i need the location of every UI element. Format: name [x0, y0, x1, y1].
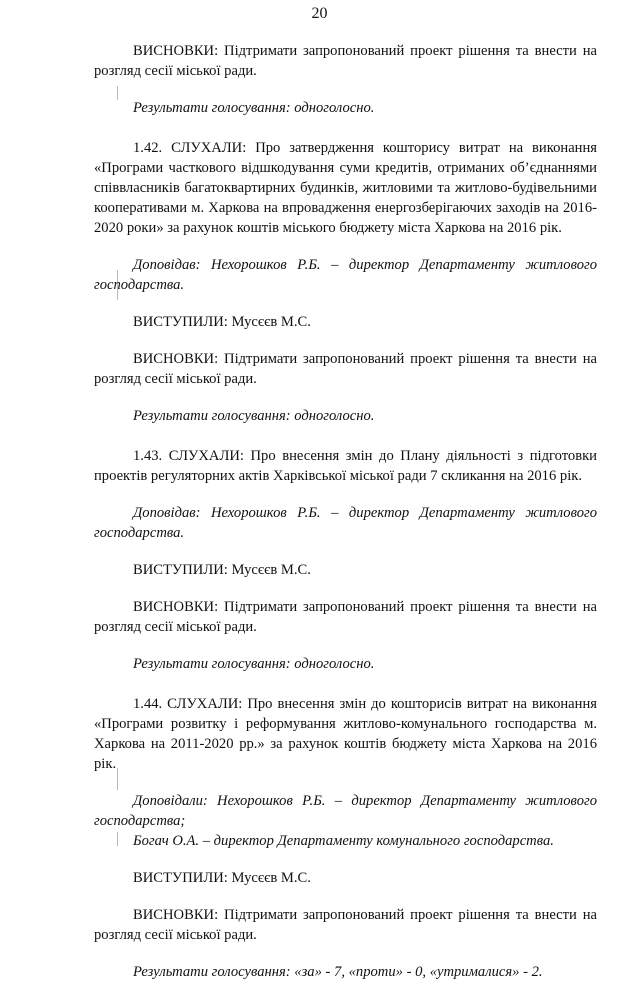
vote-result: Результати голосування: одноголосно.: [133, 408, 375, 424]
reporter-text: Доповідав: Нехорошков Р.Б. – директор Департаменту житлового господарства.: [94, 505, 597, 541]
conclusion-text: ВИСНОВКИ: Підтримати запропонований проект рішення та внести на розгляд сесії міської ради.: [94, 907, 597, 943]
spoke-text: ВИСТУПИЛИ: Мусєєв М.С.: [133, 314, 311, 330]
reporter-text-second: Богач О.А. – директор Департаменту комунального господарства.: [133, 833, 554, 849]
conclusion-text: ВИСНОВКИ: Підтримати запропонований проект рішення та внести на розгляд сесії міської ради.: [94, 599, 597, 635]
heard-item: 1.42. СЛУХАЛИ: Про затвердження кошторису витрат на виконання «Програми часткового відшкодування суми кредитів, отриманих об’єднаннями співвласників багатоквартирних будинків, житловими та житлово-будівельними кооперативами м. Харкова на впровадження енергозберігаючих заходів на 2016-2020 роки» за рахунок коштів міського бюджету міста Харкова на 2016 рік.: [94, 140, 597, 236]
vote-result: Результати голосування: одноголосно.: [133, 100, 375, 116]
spoke-text: ВИСТУПИЛИ: Мусєєв М.С.: [133, 562, 311, 578]
page-number: 20: [311, 5, 328, 22]
conclusion-text: ВИСНОВКИ: Підтримати запропонований проект рішення та внести на розгляд сесії міської ради.: [94, 351, 597, 387]
document-body: [94, 41, 597, 982]
heard-item: 1.44. СЛУХАЛИ: Про внесення змін до кошторисів витрат на виконання «Програми розвитку і реформування житлово-комунального господарства м. Харкова на 2011-2020 рр.» за рахунок коштів бюджету міста Харкова на 2016 рік.: [94, 696, 597, 772]
spoke-text: ВИСТУПИЛИ: Мусєєв М.С.: [133, 870, 311, 886]
reporter-text: Доповідали: Нехорошков Р.Б. – директор Департаменту житлового господарства;: [94, 793, 597, 829]
reporter-text: Доповідав: Нехорошков Р.Б. – директор Департаменту житлового господарства.: [94, 257, 597, 293]
conclusion-text: ВИСНОВКИ: Підтримати запропонований проект рішення та внести на розгляд сесії міської ради.: [94, 43, 597, 79]
heard-item: 1.43. СЛУХАЛИ: Про внесення змін до Плану діяльності з підготовки проектів регуляторних актів Харківської міської ради 7 скликання на 2016 рік.: [94, 448, 597, 484]
vote-result: Результати голосування: «за» - 7, «проти» - 0, «утрималися» - 2.: [133, 964, 543, 980]
vote-result: Результати голосування: одноголосно.: [133, 656, 375, 672]
